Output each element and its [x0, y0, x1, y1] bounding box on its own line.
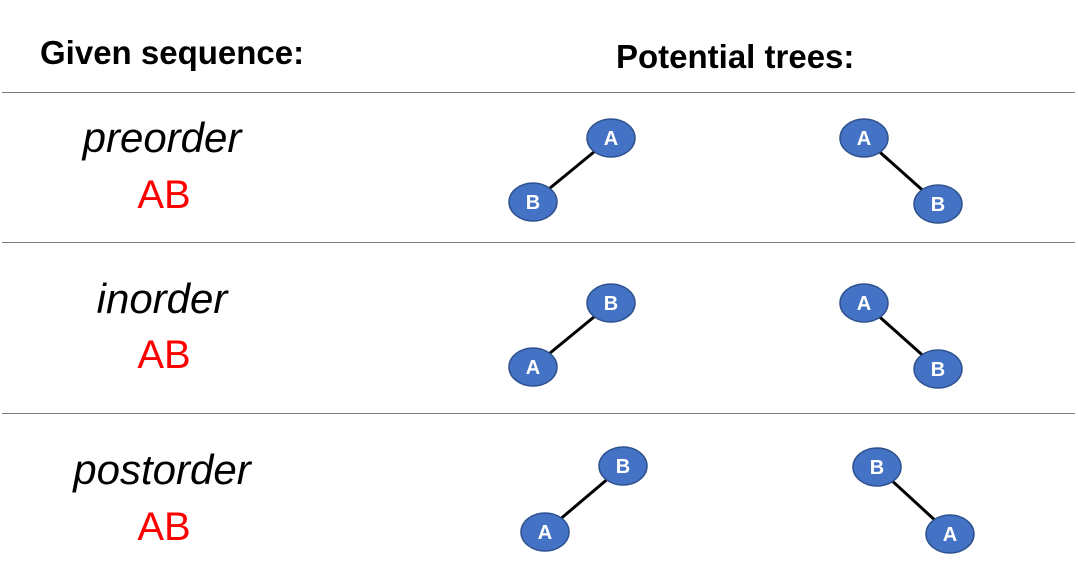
tree-node-root [599, 447, 647, 485]
tree-node-right-child [914, 350, 962, 388]
traversal-label-preorder: preorder [82, 114, 242, 161]
tree-node-root-label: B [615, 456, 631, 478]
tree-node-right-child-label: A [942, 524, 958, 546]
tree-node-root [587, 119, 635, 157]
tree-node-root [840, 119, 888, 157]
given-sequence-header: Given sequence: [40, 34, 305, 71]
sequence-value-preorder: AB [137, 173, 191, 217]
tree-node-left-child-label: A [525, 357, 541, 379]
tree-node-root [840, 284, 888, 322]
tree-node-root-label: A [856, 128, 872, 150]
tree-node-root [853, 448, 901, 486]
tree-node-right-child [926, 515, 974, 553]
tree-node-right-child-label: B [930, 194, 946, 216]
traversal-label-postorder: postorder [73, 446, 251, 493]
tree-node-left-child [509, 183, 557, 221]
tree-node-root [587, 284, 635, 322]
tree-node-root-label: A [603, 128, 619, 150]
tree-node-root-label: B [603, 293, 619, 315]
sequence-value-inorder: AB [137, 333, 191, 377]
sequence-value-postorder: AB [137, 505, 191, 549]
tree-node-left-child [509, 348, 557, 386]
tree-node-left-child-label: A [537, 522, 553, 544]
tree-node-root-label: A [856, 293, 872, 315]
tree-node-root-label: B [869, 457, 885, 479]
potential-trees-header: Potential trees: [616, 38, 855, 75]
tree-node-right-child [914, 185, 962, 223]
tree-node-right-child-label: B [930, 359, 946, 381]
tree-node-left-child [521, 513, 569, 551]
traversal-label-inorder: inorder [96, 275, 228, 322]
tree-node-left-child-label: B [525, 192, 541, 214]
